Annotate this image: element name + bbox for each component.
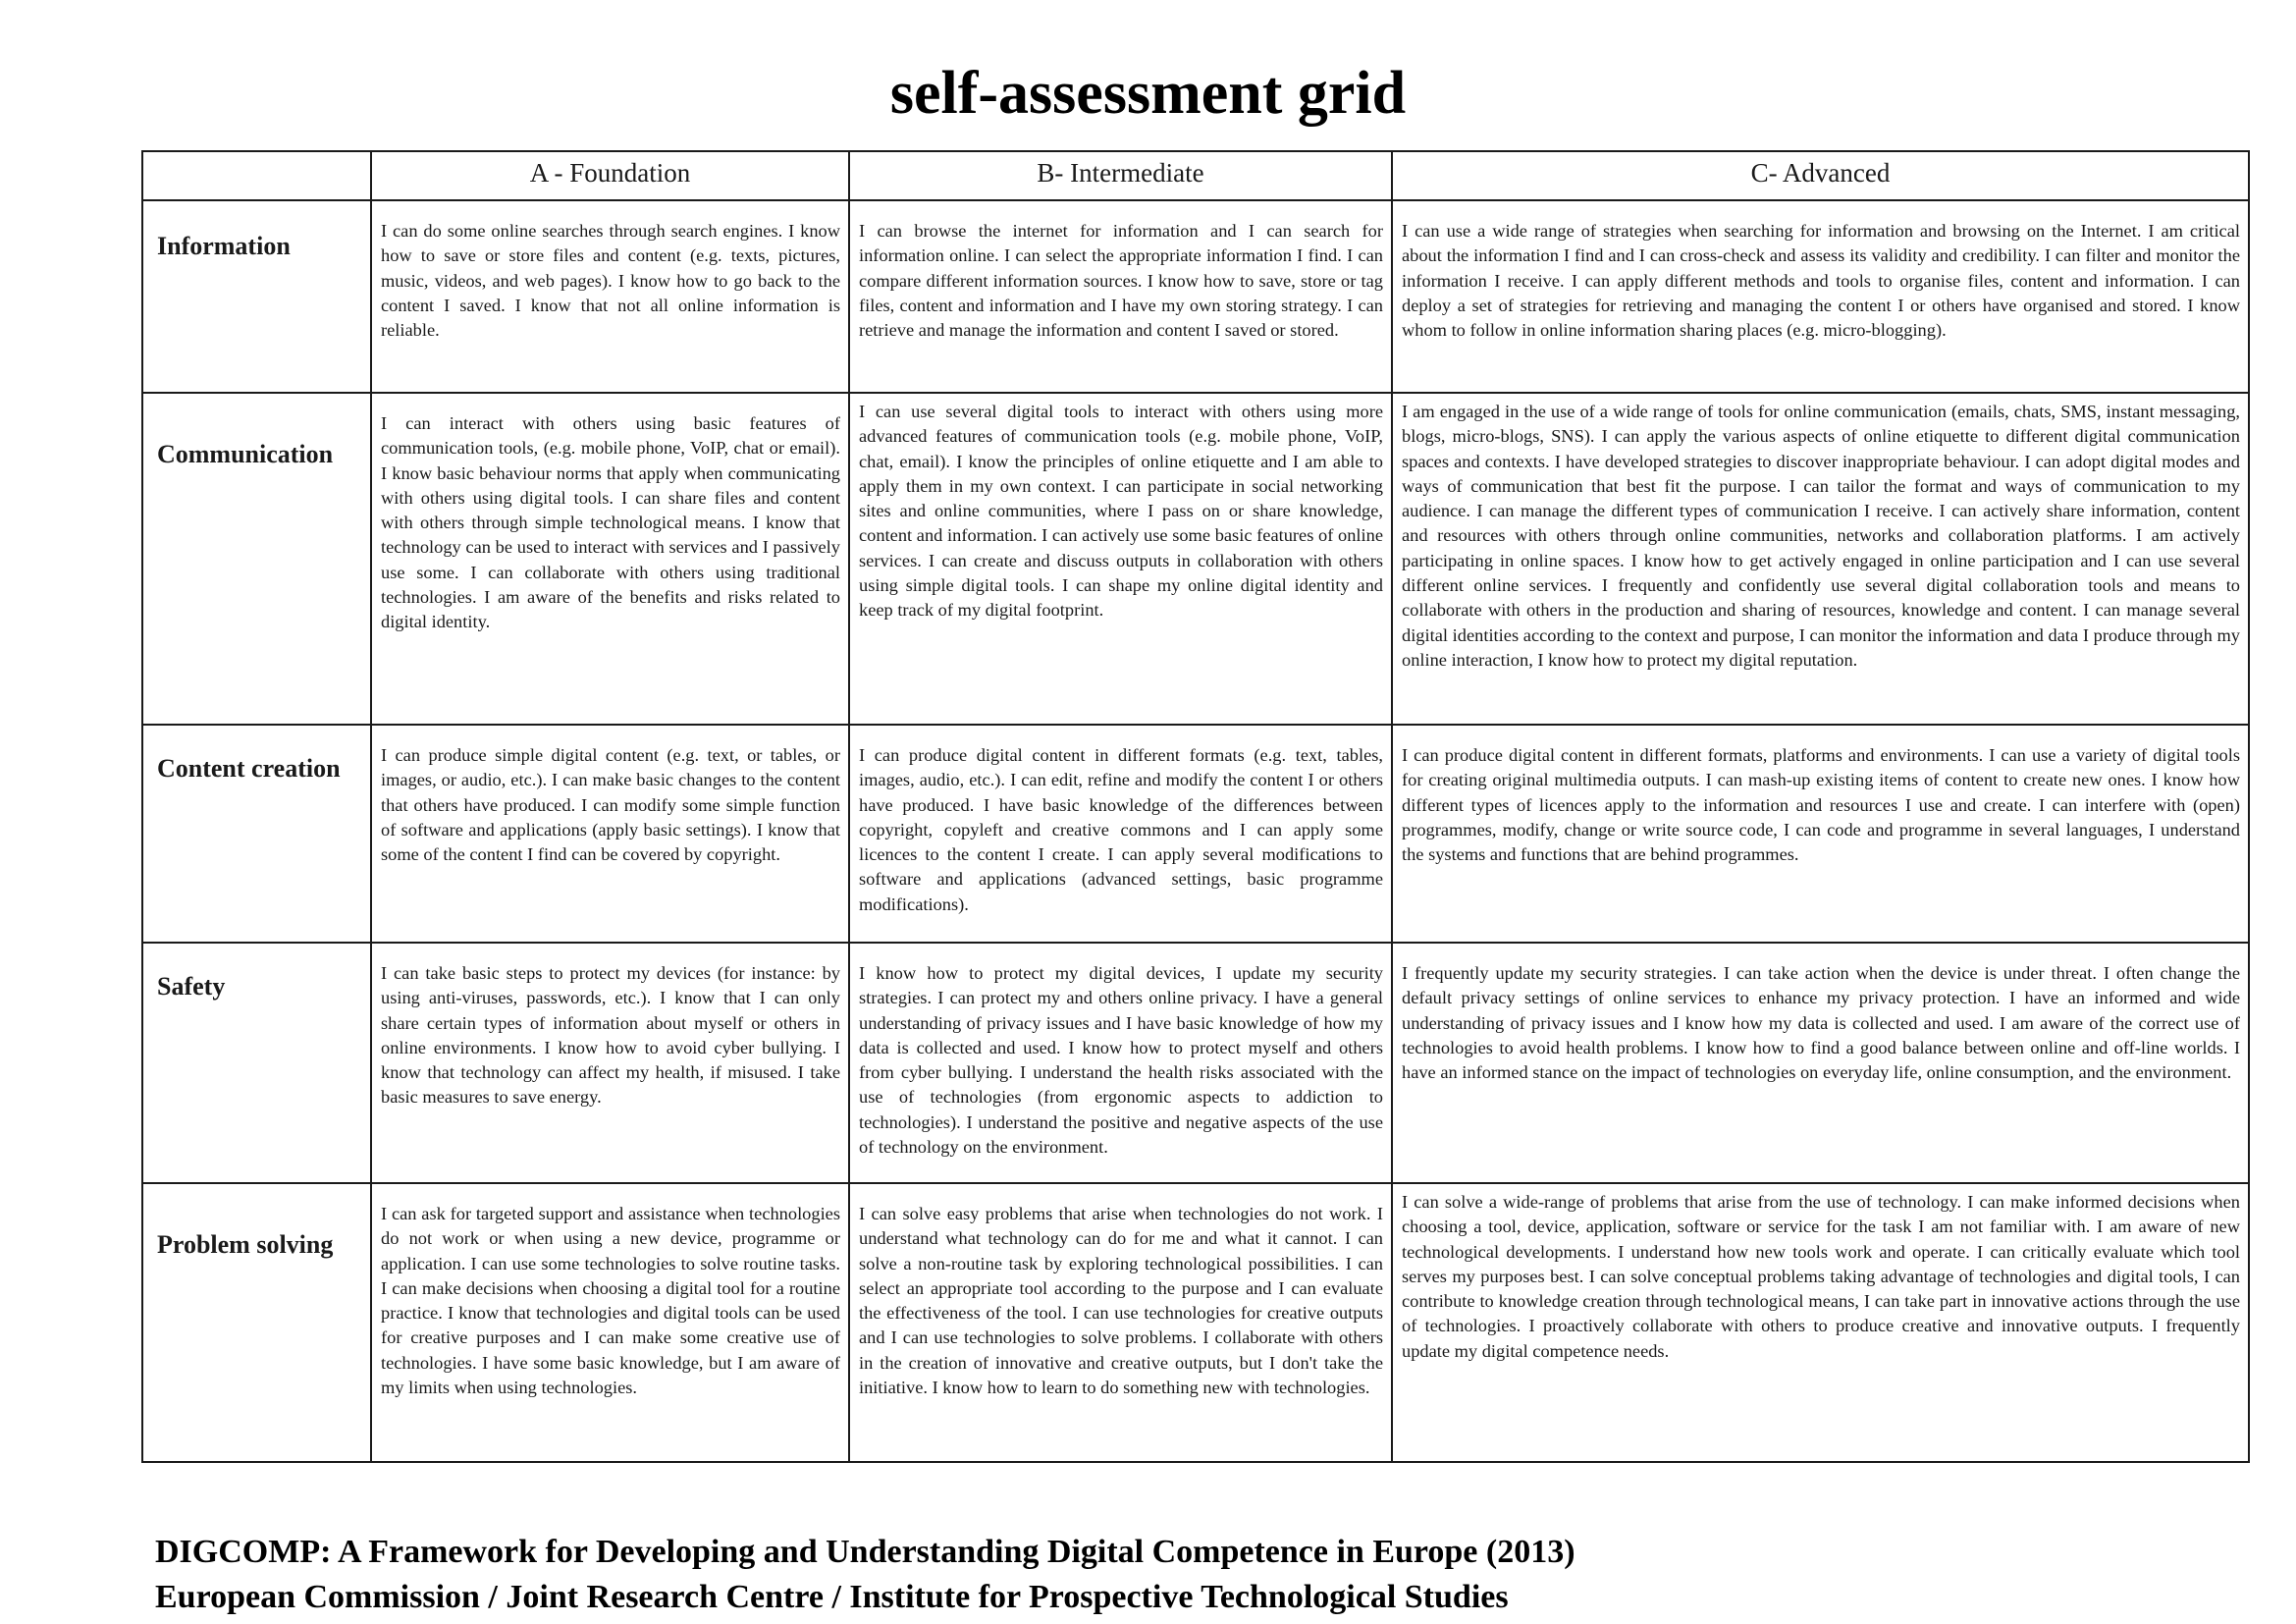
- cell-content-creation-foundation: I can produce simple digital content (e.g. text, or tables, or images, or audio, etc.). I can make basic changes to the content that others have produced. I can modify some simple function of software and applications (apply basic settings). I know that some of the content I find can be covered by copyright.: [371, 725, 849, 943]
- cell-safety-intermediate: I know how to protect my digital devices, I update my security strategies. I can protect my and others online privacy. I have a general understanding of privacy issues and I have basic knowledge of how my data is collected and used. I know how to protect myself and others from cyber bullying. I understand the health risks associated with the use of technologies (from ergonomic aspects to addiction to technologies). I understand the positive and negative aspects of the use of technology on the environment.: [849, 943, 1392, 1183]
- category-communication: Communication: [142, 393, 371, 725]
- category-problem-solving: Problem solving: [142, 1183, 371, 1462]
- cell-communication-foundation: I can interact with others using basic features of communication tools, (e.g. mobile phone, VoIP, chat or email). I know basic behaviour norms that apply when communicating with others using digital tools. I can share files and content with others through simple technological means. I know that technology can be used to interact with services and I passively use some. I can collaborate with others using traditional technologies. I am aware of the benefits and risks related to digital identity.: [371, 393, 849, 725]
- category-content-creation: Content creation: [142, 725, 371, 943]
- table-row-content-creation: [142, 725, 2249, 943]
- header-level-foundation: A - Foundation: [371, 151, 849, 200]
- cell-problem-solving-foundation: I can ask for targeted support and assistance when technologies do not work or when using a new device, programme or application. I can use some technologies to solve routine tasks. I can make decisions when choosing a digital tool for a routine practice. I know that technologies and digital tools can be used for creative purposes and I can make some creative use of technologies. I have some basic knowledge, but I am aware of my limits when using technologies.: [371, 1183, 849, 1462]
- table-header-row: [142, 151, 2249, 200]
- cell-information-intermediate: I can browse the internet for information and I can search for information online. I can select the appropriate information I find. I can compare different information sources. I know how to save, store or tag files, content and information and I have my own storing strategy. I can retrieve and manage the information and content I saved or stored.: [849, 200, 1392, 393]
- page-title: self-assessment grid: [889, 60, 1407, 127]
- self-assessment-table: [141, 150, 2250, 1463]
- table-row-safety: [142, 943, 2249, 1183]
- table-row-information: [142, 200, 2249, 393]
- footer-citation: [155, 1530, 1575, 1620]
- header-empty-cell: [142, 151, 371, 200]
- cell-safety-advanced: I frequently update my security strategies. I can take action when the device is under threat. I often change the default privacy settings of online services to enhance my privacy protection. I have an informed and wide understanding of privacy issues and I know how my data is collected and used. I am aware of the correct use of technologies to avoid health problems. I know how to find a good balance between online and off-line worlds. I have an informed stance on the impact of technologies on everyday life, online consumption, and the environment.: [1392, 943, 2249, 1183]
- cell-safety-foundation: I can take basic steps to protect my devices (for instance: by using anti-viruses, passwords, etc.). I know that I can only share certain types of information about myself or others in online environments. I know how to avoid cyber bullying. I know that technology can affect my health, if misused. I take basic measures to save energy.: [371, 943, 849, 1183]
- table-row-problem-solving: [142, 1183, 2249, 1462]
- header-level-intermediate: B- Intermediate: [849, 151, 1392, 200]
- footer-line-title: DIGCOMP: A Framework for Developing and Understanding Digital Competence in Europe (2013): [155, 1534, 1575, 1570]
- cell-communication-intermediate: I can use several digital tools to interact with others using more advanced features of communication tools (e.g. mobile phone, VoIP, chat, email). I know the principles of online etiquette and I am able to apply them in my own context. I can participate in social networking sites and online communities, where I pass on or share knowledge, content and information. I can actively use some basic features of online services. I can create and discuss outputs in collaboration with others using simple digital tools. I can shape my online digital identity and keep track of my digital footprint.: [849, 393, 1392, 725]
- cell-problem-solving-intermediate: I can solve easy problems that arise when technologies do not work. I understand what technology can do for me and what it cannot. I can solve a non-routine task by exploring technological possibilities. I can select an appropriate tool according to the purpose and I can evaluate the effectiveness of the tool. I can use technologies for creative outputs and I can use technologies to solve problems. I collaborate with others in the creation of innovative and creative outputs, but I don't take the initiative. I know how to learn to do something new with technologies.: [849, 1183, 1392, 1462]
- cell-communication-advanced: I am engaged in the use of a wide range of tools for online communication (emails, chats, SMS, instant messaging, blogs, micro-blogs, SNS). I can apply the various aspects of online etiquette to different digital communication spaces and contexts. I have developed strategies to discover inappropriate behaviour. I can adopt digital modes and ways of communication that best fit the purpose. I can tailor the format and ways of communication to my audience. I can manage the different types of communication I receive. I can actively share information, content and resources with others through online communities, networks and collaboration platforms. I am actively participating in online spaces. I know how to get actively engaged in online participation and I can use several different online services. I frequently and confidently use several digital collaboration tools and means to collaborate with others in the production and sharing of resources, knowledge and content. I can manage several digital identities according to the context and purpose, I can monitor the information and data I produce through my online interaction, I know how to protect my digital reputation.: [1392, 393, 2249, 725]
- table-row-communication: [142, 393, 2249, 725]
- category-safety: Safety: [142, 943, 371, 1183]
- cell-information-foundation: I can do some online searches through search engines. I know how to save or store files and content (e.g. texts, pictures, music, videos, and web pages). I know how to go back to the content I saved. I know that not all online information is reliable.: [371, 200, 849, 393]
- cell-content-creation-advanced: I can produce digital content in different formats, platforms and environments. I can use a variety of digital tools for creating original multimedia outputs. I can mash-up existing items of content to create new ones. I know how different types of licences apply to the information and resources I use and create. I can interfere with (open) programmes, modify, change or write source code, I can code and programme in several languages, I understand the systems and functions that are behind programmes.: [1392, 725, 2249, 943]
- footer-line-institution: European Commission / Joint Research Centre / Institute for Prospective Technological Studies: [155, 1579, 1509, 1615]
- header-level-advanced: C- Advanced: [1392, 151, 2249, 200]
- cell-problem-solving-advanced: I can solve a wide-range of problems that arise from the use of technology. I can make informed decisions when choosing a tool, device, application, software or service for the task I am not familiar with. I am aware of new technological developments. I understand how new tools work and operate. I can critically evaluate which tool serves my purposes best. I can solve conceptual problems taking advantage of technologies and digital tools, I can contribute to knowledge creation through technological means, I can take part in innovative actions through the use of technologies. I proactively collaborate with others to produce creative and innovative outputs. I frequently update my digital competence needs.: [1392, 1183, 2249, 1462]
- cell-content-creation-intermediate: I can produce digital content in different formats (e.g. text, tables, images, audio, etc.). I can edit, refine and modify the content I or others have produced. I have basic knowledge of the differences between copyright, copyleft and creative commons and I can apply some licences to the content I create. I can apply several modifications to software and applications (advanced settings, basic programme modifications).: [849, 725, 1392, 943]
- cell-information-advanced: I can use a wide range of strategies when searching for information and browsing on the Internet. I am critical about the information I find and I can cross-check and assess its validity and credibility. I can filter and monitor the information I receive. I can apply different methods and tools to organise files, content and information. I can deploy a set of strategies for retrieving and managing the content I or others have organised and stored. I know whom to follow in online information sharing places (e.g. micro-blogging).: [1392, 200, 2249, 393]
- category-information: Information: [142, 200, 371, 393]
